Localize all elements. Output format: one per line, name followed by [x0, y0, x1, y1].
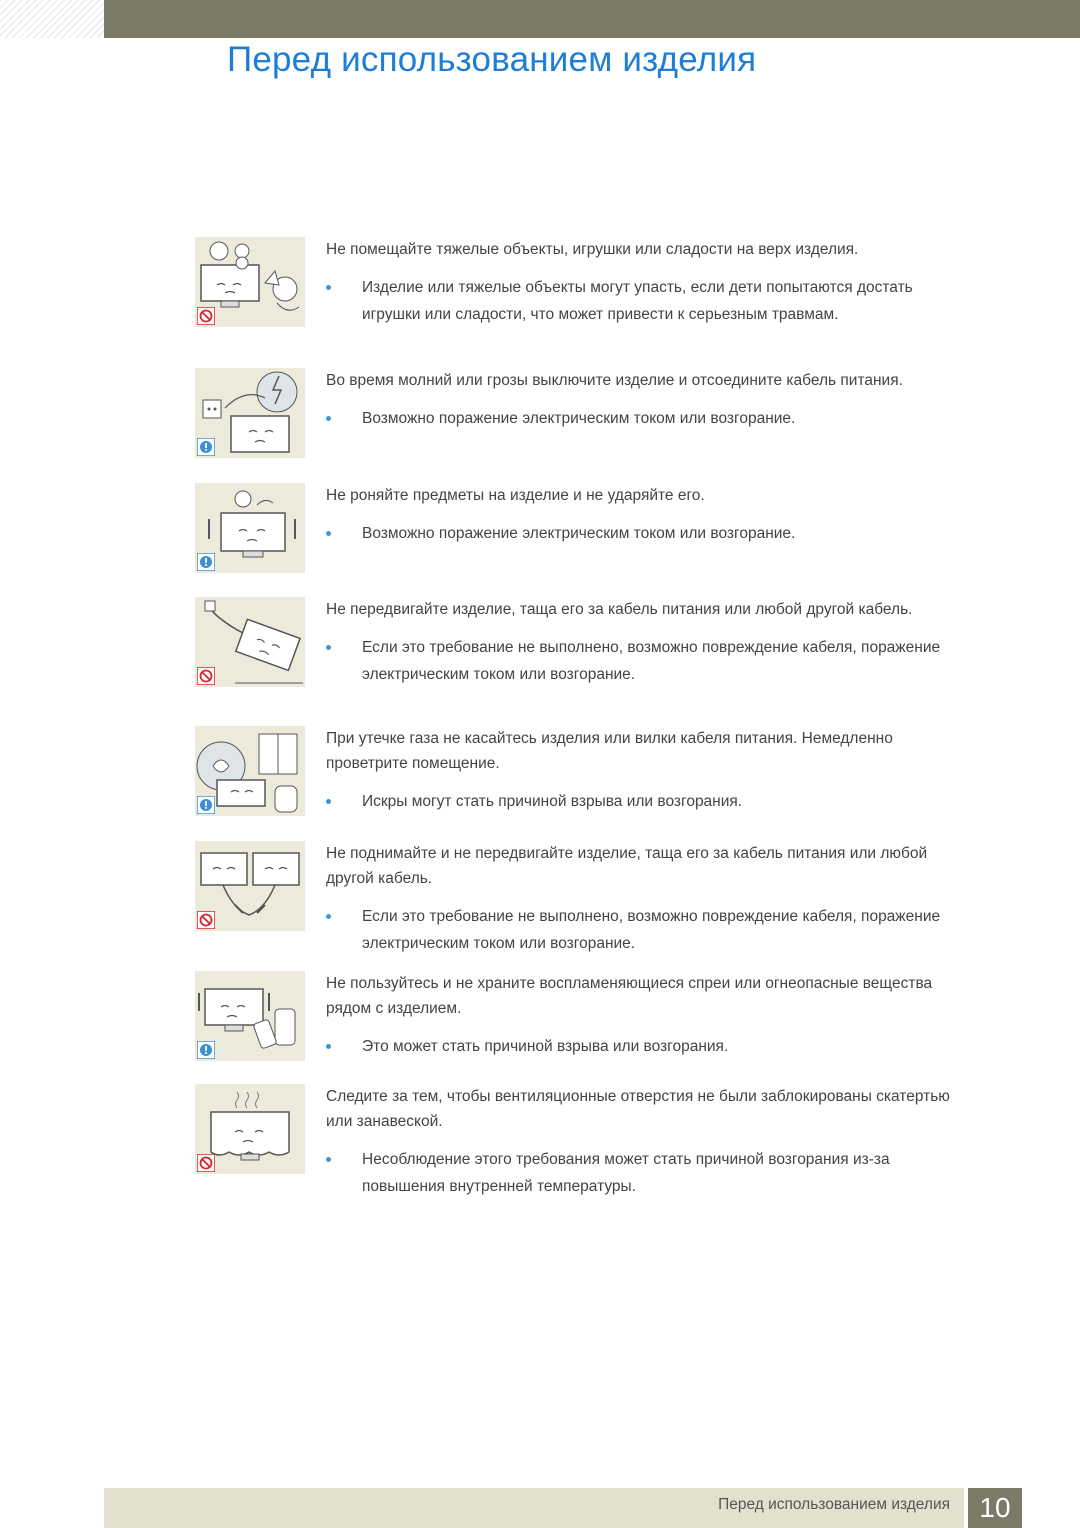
prohibition-icon	[197, 911, 215, 929]
bullet-dot-icon	[326, 914, 331, 919]
footer-section-title: Перед использованием изделия	[718, 1496, 950, 1513]
bullet-dot-icon	[326, 531, 331, 536]
consequence-text: Искры могут стать причиной взрыва или возгорания.	[362, 793, 743, 810]
bullet-dot-icon	[326, 1157, 331, 1162]
safety-instruction: Не роняйте предметы на изделие и не ударяйте его.	[326, 487, 705, 504]
warning-icon	[197, 553, 215, 571]
consequence-text: Изделие или тяжелые объекты могут упасть, если дети попытаются достать игрушки или сладости, что может привести к серьезным травмам.	[362, 279, 913, 323]
bullet-dot-icon	[326, 416, 331, 421]
safety-instruction: Не передвигайте изделие, таща его за кабель питания или любой другой кабель.	[326, 601, 913, 618]
consequence-text: Если это требование не выполнено, возможно повреждение кабеля, поражение электрическим током или возгорание.	[362, 908, 941, 952]
consequence-bullet	[326, 1146, 966, 1200]
safety-instruction: Следите за тем, чтобы вентиляционные отверстия не были заблокированы скатертью или занавеской.	[326, 1088, 950, 1130]
consequence-bullet	[326, 634, 966, 688]
safety-instruction: При утечке газа не касайтесь изделия или вилки кабеля питания. Немедленно проветрите помещение.	[326, 730, 893, 772]
monitor-lightning-unplug-illustration	[195, 368, 305, 458]
monitor-pulled-by-cable-illustration	[195, 597, 305, 687]
bullet-dot-icon	[326, 799, 331, 804]
consequence-bullet	[326, 274, 966, 328]
safety-instruction: Не поднимайте и не передвигайте изделие, таща его за кабель питания или любой другой кабель.	[326, 845, 928, 887]
consequence-bullet	[326, 1033, 966, 1060]
consequence-bullet	[326, 520, 966, 547]
consequence-bullet	[326, 903, 966, 957]
warning-icon	[197, 438, 215, 456]
header-bar	[104, 0, 1080, 38]
consequence-bullet	[326, 788, 966, 815]
page-title: Перед использованием изделия	[227, 40, 757, 79]
warning-icon	[197, 1041, 215, 1059]
prohibition-icon	[197, 307, 215, 325]
consequence-text: Возможно поражение электрическим током или возгорание.	[362, 525, 796, 542]
consequence-text: Возможно поражение электрическим током или возгорание.	[362, 410, 796, 427]
monitor-spray-can-illustration	[195, 971, 305, 1061]
header-hatch-pattern	[0, 0, 104, 38]
footer-bar	[104, 1488, 964, 1528]
prohibition-icon	[197, 1154, 215, 1172]
prohibition-icon	[197, 667, 215, 685]
consequence-bullet	[326, 405, 966, 432]
monitor-covered-cloth-illustration	[195, 1084, 305, 1174]
monitor-gas-leak-illustration	[195, 726, 305, 816]
consequence-text: Если это требование не выполнено, возможно повреждение кабеля, поражение электрическим током или возгорание.	[362, 639, 941, 683]
safety-instruction: Во время молний или грозы выключите изделие и отсоедините кабель питания.	[326, 372, 903, 389]
consequence-text: Несоблюдение этого требования может стать причиной возгорания из-за повышения внутренней температуры.	[362, 1151, 890, 1195]
monitor-lifted-by-cable-illustration	[195, 841, 305, 931]
monitor-falling-object-illustration	[195, 483, 305, 573]
bullet-dot-icon	[326, 1044, 331, 1049]
bullet-dot-icon	[326, 645, 331, 650]
page-number: 10	[968, 1488, 1022, 1528]
consequence-text: Это может стать причиной взрыва или возгорания.	[362, 1038, 729, 1055]
warning-icon	[197, 796, 215, 814]
safety-instruction: Не помещайте тяжелые объекты, игрушки или сладости на верх изделия.	[326, 241, 859, 258]
bullet-dot-icon	[326, 285, 331, 290]
safety-instruction: Не пользуйтесь и не храните воспламеняющиеся спреи или огнеопасные вещества рядом с изделием.	[326, 975, 933, 1017]
monitor-toys-child-illustration	[195, 237, 305, 327]
